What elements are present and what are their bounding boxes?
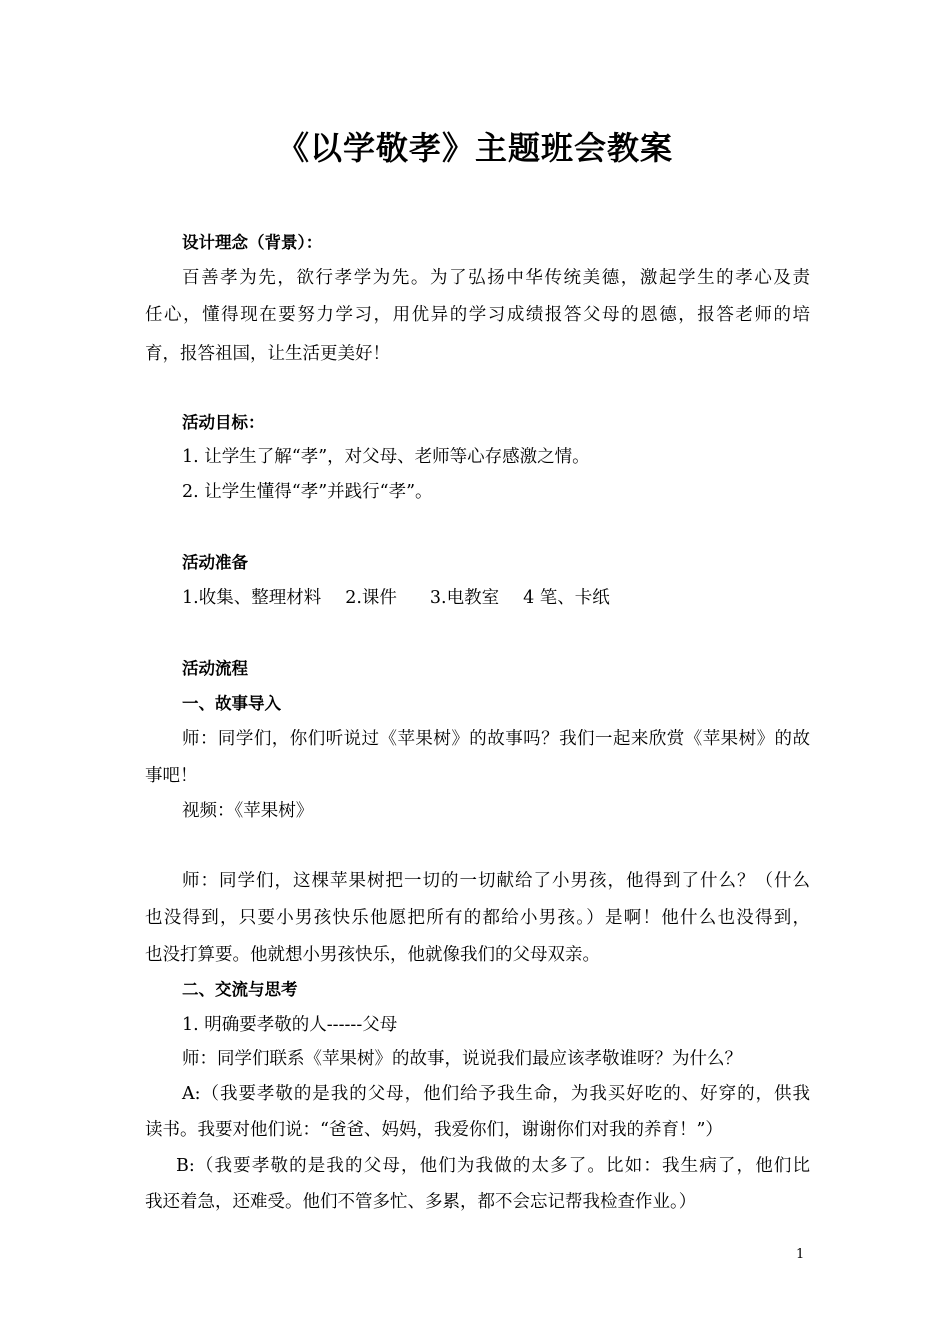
design-line-2: 任心，懂得现在要努力学习，用优异的学习成绩报答父母的恩德，报答老师的培 [145, 305, 810, 325]
goal-item-2: 2. 让学生懂得“孝”并践行“孝”。 [182, 482, 433, 502]
design-heading: 设计理念（背景）： [182, 233, 323, 252]
prep-item-1: 1.收集、整理材料 [182, 588, 322, 608]
prep-heading: 活动准备 [182, 553, 248, 572]
section1-line-6: 也没打算要。他就想小男孩快乐，他就像我们的父母双亲。 [145, 945, 600, 965]
section1-line-4: 师：同学们，这棵苹果树把一切的一切献给了小男孩，他得到了什么？（什么 [182, 871, 810, 891]
goal-item-1: 1. 让学生了解“孝”，对父母、老师等心存感激之情。 [182, 447, 590, 467]
page-number: 1 [796, 1247, 805, 1262]
section1-heading: 一、故事导入 [182, 694, 281, 713]
prep-item-3: 3.电教室 [429, 588, 500, 608]
goals-heading: 活动目标： [182, 413, 265, 432]
design-line-1: 百善孝为先，欲行孝学为先。为了弘扬中华传统美德，激起学生的孝心及责 [182, 268, 810, 288]
section2-heading: 二、交流与思考 [182, 980, 298, 999]
section1-line-3: 视频：《苹果树》 [182, 801, 314, 821]
section2-line-2: 师：同学们联系《苹果树》的故事，说说我们最应该孝敬谁呀？为什么？ [182, 1049, 742, 1069]
section1-line-5: 也没得到，只要小男孩快乐他愿把所有的都给小男孩。）是啊！他什么也没得到， [145, 908, 810, 928]
section2-line-3: A:（我要孝敬的是我的父母，他们给予我生命，为我买好吃的、好穿的，供我 [182, 1084, 810, 1104]
prep-item-2: 2.课件 [345, 588, 397, 608]
process-heading: 活动流程 [182, 659, 248, 678]
prep-items [182, 584, 810, 612]
section1-line-2: 事吧！ [145, 766, 198, 786]
section2-line-1: 1. 明确要孝敬的人------父母 [182, 1015, 398, 1035]
section2-line-4: 读书。我要对他们说：“爸爸、妈妈，我爱你们，谢谢你们对我的养育！”） [145, 1120, 723, 1140]
section1-line-1: 师：同学们，你们听说过《苹果树》的故事吗？我们一起来欣赏《苹果树》的故 [182, 729, 810, 749]
document-title: 《以学敬孝》主题班会教案 [276, 129, 673, 167]
section2-line-5: B:（我要孝敬的是我的父母，他们为我做的太多了。比如：我生病了，他们比 [176, 1156, 810, 1176]
design-line-3: 育，报答祖国，让生活更美好！ [145, 344, 390, 364]
prep-item-4: 4 笔、卡纸 [523, 588, 610, 608]
section2-line-6: 我还着急，还难受。他们不管多忙、多累，都不会忘记帮我检查作业。） [145, 1192, 697, 1212]
